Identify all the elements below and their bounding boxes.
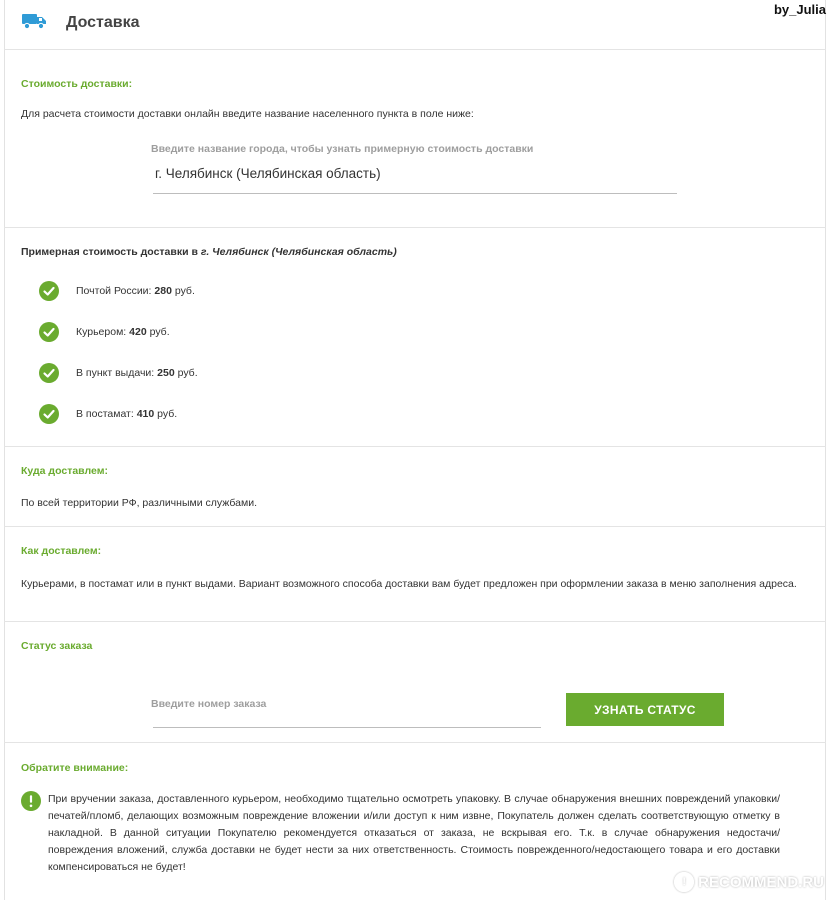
page-title: Доставка (66, 14, 140, 31)
delivery-option-label: В постамат: 410 руб. (76, 408, 178, 420)
order-input[interactable] (155, 706, 535, 724)
delivery-option-label: Курьером: 420 руб. (76, 326, 170, 338)
how-section (4, 527, 826, 622)
recommend-logo-icon: ! (674, 872, 694, 892)
where-section (4, 447, 826, 527)
check-icon (39, 363, 59, 383)
check-icon (39, 404, 59, 424)
order-field-label: Введите номер заказа (151, 698, 267, 710)
watermark-recommend (674, 872, 824, 892)
where-text: По всей территории РФ, различными службами. (21, 497, 257, 509)
cost-description: Для расчета стоимости доставки онлайн введите название населенного пункта в поле ниже: (21, 108, 474, 120)
watermark-author: by_Julia (773, 2, 826, 17)
cost-section (4, 50, 826, 228)
notice-text: При вручении заказа, доставленного курьером, необходимо тщательно осмотреть упаковку. В случае обнаружения внешних повреждений упаковки/печатей/пломб, делающих возможным повреждение вложении и/или доступ к ним извне, Покупатель должен сделать соответствующую отметку в накладной. В данной ситуации Покупателю рекомендуется отказаться от заказа, не вскрывая его. Т.к. в случае обнаружения недостачи/повреждения вложений, служба доставки не будет нести за них ответственность. Стоимость поврежденного/недостающего товара и его доставки компенсироваться не будет! (48, 793, 780, 873)
estimate-prefix: Примерная стоимость доставки в (21, 246, 201, 258)
order-input-underline (153, 727, 541, 728)
truck-icon (21, 11, 47, 36)
city-input-underline (153, 193, 677, 194)
cost-label: Стоимость доставки: (21, 78, 133, 90)
status-label: Статус заказа (21, 640, 93, 652)
check-icon (39, 281, 59, 301)
how-label: Как доставлем: (21, 545, 102, 557)
where-label: Куда доставлем: (21, 465, 108, 477)
notice-label: Обратите внимание: (21, 762, 129, 774)
header (4, 0, 826, 50)
estimate-section (4, 228, 826, 447)
estimate-city: г. Челябинск (Челябинская область) (200, 246, 397, 258)
delivery-option-label: Почтой России: 280 руб. (76, 285, 195, 297)
check-icon (39, 322, 59, 342)
check-status-button[interactable]: УЗНАТЬ СТАТУС (566, 693, 724, 726)
city-input[interactable]: г. Челябинск (Челябинская область) (155, 166, 381, 181)
warning-icon (21, 791, 41, 811)
how-text: Курьерами, в постамат или в пункт выдами. Вариант возможного способа доставки вам будет предложен при оформлении заказа в меню заполнения адреса. (21, 578, 797, 590)
delivery-option-label: В пункт выдачи: 250 руб. (76, 367, 198, 379)
estimate-heading (21, 246, 397, 258)
watermark-recommend-text: RECOMMEND.RU (698, 873, 824, 891)
city-field-label: Введите название города, чтобы узнать примерную стоимость доставки (151, 143, 534, 155)
